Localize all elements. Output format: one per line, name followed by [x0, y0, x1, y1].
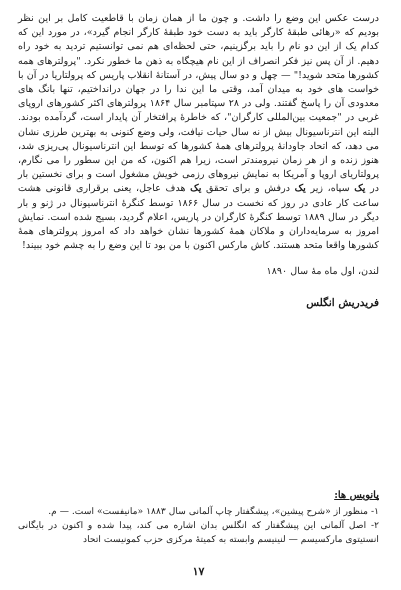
body-paragraph-2-d: هدف عاجل، یعنی برقراری قانونی هشت ساعت کار عادی در روز که نخست در سال ۱۸۶۶ توسط کنگرهٔ انترناسیونال در ژنو و بار دیگر در سال ۱۸۸۹ توسط کنگرهٔ کارگران در پاریس، اعلام گردید، بسیج شده است. نمایش امروز به سرمایه‌داران و ملاکان همهٔ کشورها نشان خواهد داد که امروز پرولترهای همهٔ کشورها واقعا متحد هستند. کاش مارکس اکنون با من بود تا این وضع را به چشم خود ببیند!: [18, 183, 380, 252]
footnote-1: ۱- منظور از «شرح پیشین»، پیشگفتار چاپ آلمانی سال ۱۸۸۳ «مانیفست» است. — م.: [48, 506, 379, 517]
body-paragraph-2-a: "پرولترهای همه کشورها متحد شوید!" — چهل و دو سال پیش، در آستانهٔ انقلاب پاریس که پرولتاریا در آن با خواست های خود به میدان آمد، وقتی ما این ندا را در جهان درانداختیم، تنها بانگ های معدودی آن را پاسخ گفتند. ولی در ۲۸ سپتامبر سال ۱۸۶۴ پرولترهای اکثر کشورهای اروپای غربی در "جمعیت بین‌المللی کارگران"، که خاطرهٔ پرافتخار آن پایدار است، گردآمده بودند. البته این انترناسیونال بیش از نه سال حیات نیافت، ولی وضع کنونی به بهترین طرزی نشان می دهد، که اتحاد جاودانهٔ پرولترهای همهٔ کشورها که توسط این انترناسیونال پی‌ریزی شد، هنوز زنده و از هر زمان نیرومندتر است، زیرا هم اکنون، که من این سطور را می نگارم، پرولتاریای اروپا و آمریکا به نمایش نیروهای رزمی خویش مشغول است و برای نخستین بار در: [18, 55, 379, 195]
page-number: ۱۷: [192, 565, 205, 578]
body-bold-word-2: یک: [294, 183, 306, 195]
footnotes-title: پانویس ها:: [334, 490, 379, 501]
footnote-2: ۲- اصل آلمانی این پیشگفتار که انگلس بدان اشاره می کند، پیدا شده و اکنون در بایگانی انستیتوی مارکسیسم — لنینیسم وابسته به کمیتهٔ مرکزی حزب کمونیست اتحاد: [18, 520, 379, 545]
body-paragraph-1: درست عکس این وضع را داشت. و چون ما از همان زمان با قاطعیت کامل بر این نظر بودیم که «رهائی طبقهٔ کارگر باید به دست خود طبقهٔ کارگر انجام گیرد»، در مورد این که کدام یک از این دو نام را باید برگزینیم، حتی لحظه‌ای هم نمی توانستیم تردید به خود راه دهیم. از آن پس نیز فکر انصراف از این نام هیچگاه به ذهن ما خطور نکرد.: [18, 13, 379, 67]
body-bold-word-3: یک: [190, 183, 202, 195]
body-paragraph-2-c: درفش و برای تحقق: [206, 183, 290, 195]
footnotes-section: [18, 490, 379, 547]
body-bold-word-1: یک: [354, 183, 366, 195]
main-text: [18, 12, 379, 253]
document-page: [18, 12, 379, 582]
date-line: لندن، اول ماه مهٔ سال ۱۸۹۰: [266, 266, 379, 278]
signature: فریدریش انگلس: [306, 297, 379, 310]
body-paragraph-2-b: سپاه، زیر: [310, 183, 350, 195]
